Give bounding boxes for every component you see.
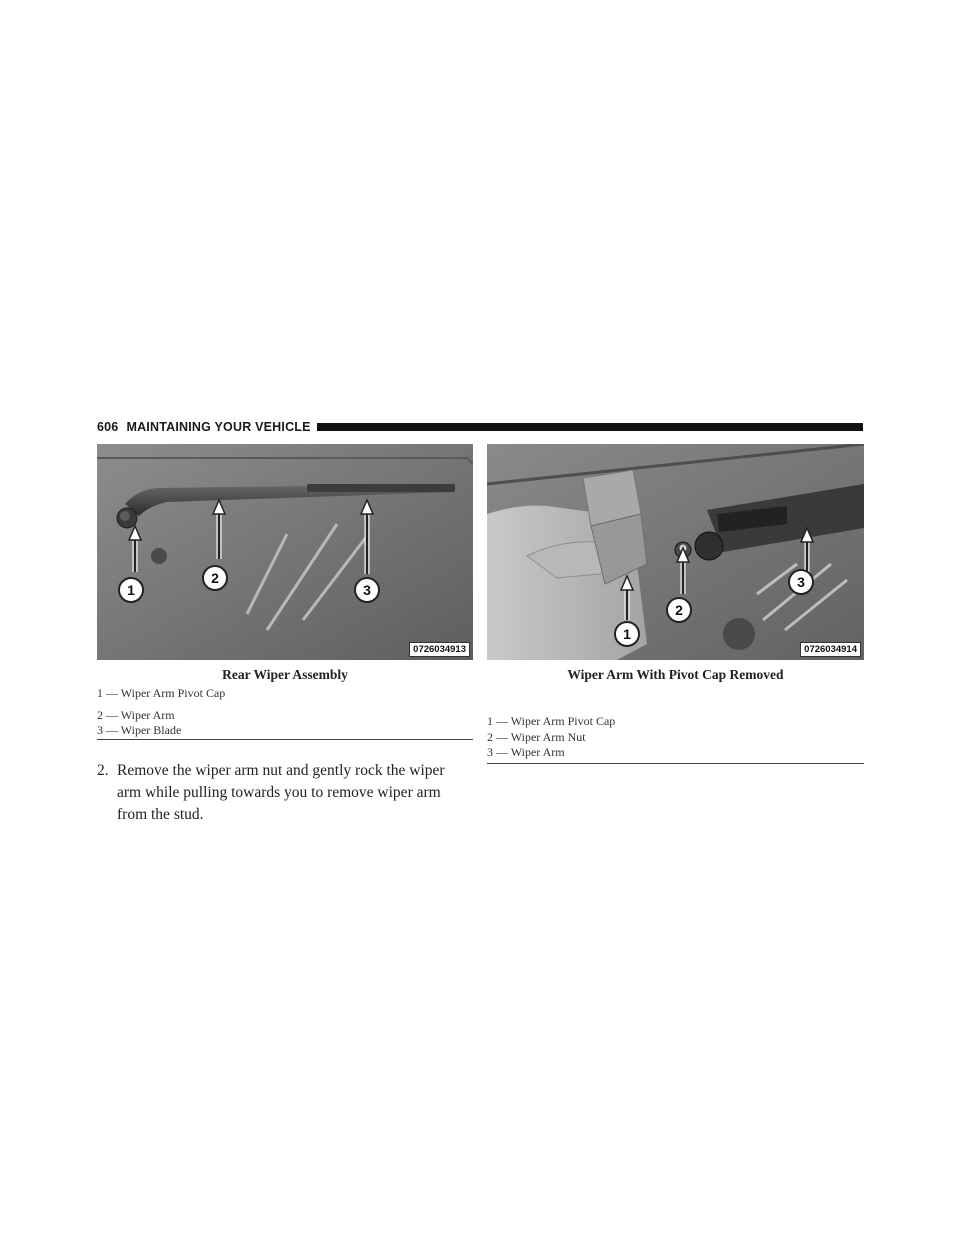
legend-item: 1 — Wiper Arm Pivot Cap — [487, 714, 616, 728]
figure-legend — [487, 714, 864, 761]
callout-3: 3 — [797, 574, 805, 590]
figure-caption: Wiper Arm With Pivot Cap Removed — [567, 667, 784, 682]
step-line: from the stud. — [117, 806, 204, 823]
figure-caption: Rear Wiper Assembly — [222, 667, 348, 682]
legend-item: 3 — Wiper Blade — [97, 723, 182, 737]
legend-item: 3 — Wiper Arm — [487, 745, 565, 759]
step-number: 2. — [97, 762, 109, 779]
legend-item: 2 — Wiper Arm — [97, 707, 175, 722]
header-rule — [317, 423, 863, 431]
page-header — [97, 418, 863, 436]
rear-wiper-illustration — [97, 444, 473, 660]
figure-code: 0726034913 — [409, 642, 470, 657]
section-title: MAINTAINING YOUR VEHICLE — [126, 420, 311, 434]
legend-item: 1 — Wiper Arm Pivot Cap — [97, 686, 226, 700]
page-number: 606 — [97, 420, 119, 434]
step-line: Remove the wiper arm nut and gently rock the wiper — [117, 762, 445, 779]
rear-wiper-assembly-figure — [97, 444, 473, 660]
figure-legend — [97, 686, 473, 739]
callout-1: 1 — [623, 626, 631, 642]
step-text — [97, 760, 473, 826]
instruction-step — [97, 760, 473, 826]
legend-rule — [97, 739, 473, 740]
pivot-cap-removed-illustration — [487, 444, 864, 660]
figure-code: 0726034914 — [800, 642, 861, 657]
legend-item: 2 — Wiper Arm Nut — [487, 729, 586, 744]
callout-1: 1 — [127, 582, 135, 598]
callout-2: 2 — [211, 570, 219, 586]
pivot-cap-removed-figure — [487, 444, 864, 660]
callout-3: 3 — [363, 582, 371, 598]
callout-2: 2 — [675, 602, 683, 618]
step-line: arm while pulling towards you to remove wiper arm — [117, 784, 441, 801]
legend-rule — [487, 763, 864, 764]
